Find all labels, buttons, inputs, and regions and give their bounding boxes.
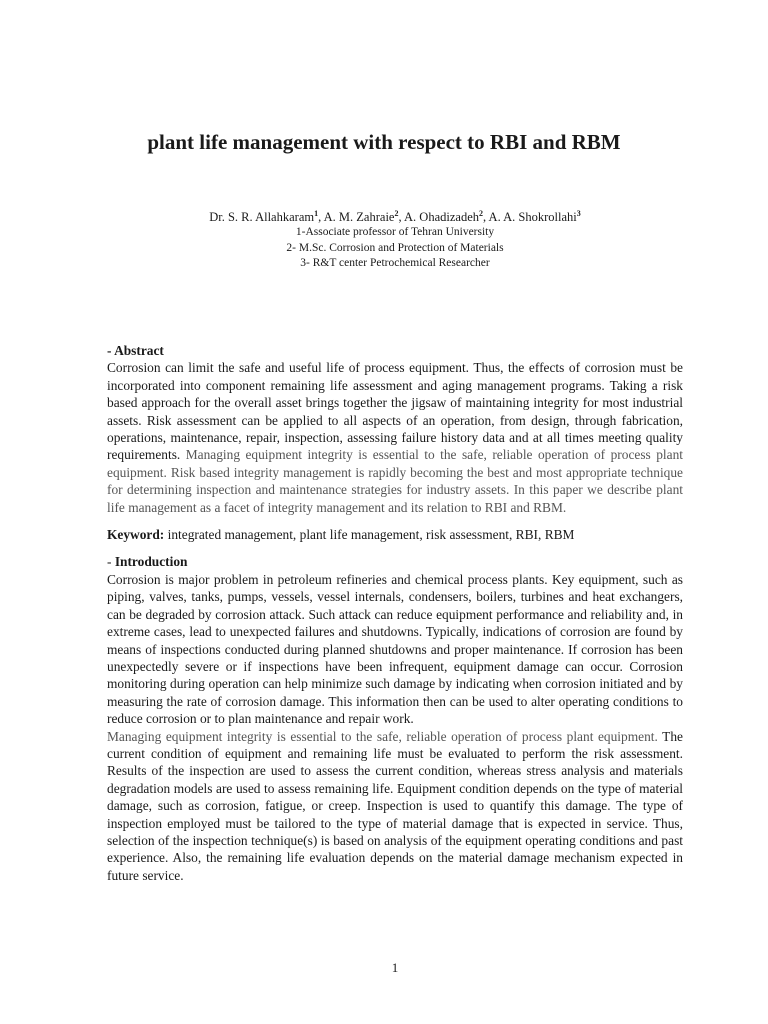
author-2-sup: 2 [394,209,399,218]
abstract-heading: - Abstract [107,343,164,358]
abstract-text-part2: Managing equipment integrity is essential to the safe, reliable operation of process plant equipment. Risk based integrity management is rapidly becoming the best and most appropriate technique for determining inspection and maintenance strategies for industry assets. In this paper we describe plant life management as a facet of integrity management and its relation to RBI and RBM. [107,447,683,515]
introduction-paragraph-1: Corrosion is major problem in petroleum refineries and chemical process plants. Key equipment, such as piping, valves, tanks, pumps, vessels, vessel internals, condensers, boilers, turbines and heat exchangers, can be degraded by corrosion attack. Such attack can reduce equipment performance and reliability and, in extreme cases, lead to unexpected failures and shutdowns. Typically, indications of corrosion are found by means of inspections conducted during planned shutdowns and proper maintenance. If corrosion has been unexpectedly severe or if inspections have been infrequent, equipment damage can occur. Corrosion monitoring during operation can help minimize such damage by indicating when corrosion initiated and by measuring the rate of corrosion damage. This information then can be used to alter operating conditions to reduce corrosion or to plan maintenance and repair work. [107,571,683,727]
keyword-line [107,526,683,543]
author-1: Dr. S. R. Allahkaram [209,210,315,225]
introduction-heading-prefix: - [107,554,115,570]
page-number: 1 [391,960,399,975]
paper-title: plant life management with respect to RBI and RBM [147,130,621,154]
author-4-sup: 3 [576,209,581,218]
affiliation-1: 1-Associate professor of Tehran University [295,226,495,239]
paper-body [107,342,683,884]
introduction-heading-line [107,553,683,570]
spacer [107,543,683,553]
keyword-label: Keyword: [107,527,165,543]
introduction-paragraph-2-part2: The current condition of equipment and remaining life must be evaluated to perform the risk assessment. Results of the inspection are used to assess the current condition, whereas stress analysis and materials degradation models are used to assess remaining life. Equipment condition depends on the type of material damage, such as corrosion, fatigue, or creep. Inspection is used to quantify this damage. The type of inspection employed must be tailored to the type of material damage that is expected in service. Thus, selection of the inspection technique(s) is based on analysis of the equipment operating conditions and past experience. Also, the remaining life evaluation depends on the material damage mechanism expected in future service. [107,728,683,883]
author-block [0,206,768,272]
introduction-paragraph-2 [107,728,683,885]
abstract-text [107,359,683,516]
author-3: , A. Ohadizadeh [398,210,479,225]
affiliation-2: 2- M.Sc. Corrosion and Protection of Materials [286,241,504,254]
keyword-text: integrated management, plant life management, risk assessment, RBI, RBM [164,527,575,543]
abstract-text-part1: Corrosion can limit the safe and useful life of process equipment. Thus, the effects of corrosion must be incorporated into component remaining life assessment and aging management programs. Taking a risk based approach for the overall asset brings together the jigsaw of maintaining integrity for most industrial assets. Risk assessment can be applied to all aspects of an operation, from design, through fabrication, operations, maintenance, repair, inspection, assessing failure history data and at all times meeting quality requirements. [107,360,683,463]
affiliation-3: 3- R&T center Petrochemical Researcher [300,257,490,270]
author-list [209,210,581,224]
author-2: , A. M. Zahraie [318,210,395,225]
spacer [107,516,683,526]
author-3-sup: 2 [479,209,483,218]
author-4: , A. A. Shokrollahi [483,210,577,225]
introduction-paragraph-2-part1: Managing equipment integrity is essential to the safe, reliable operation of process plant equipment. [107,728,658,744]
introduction-heading: Introduction [114,554,188,570]
author-1-sup: 1 [314,209,319,218]
